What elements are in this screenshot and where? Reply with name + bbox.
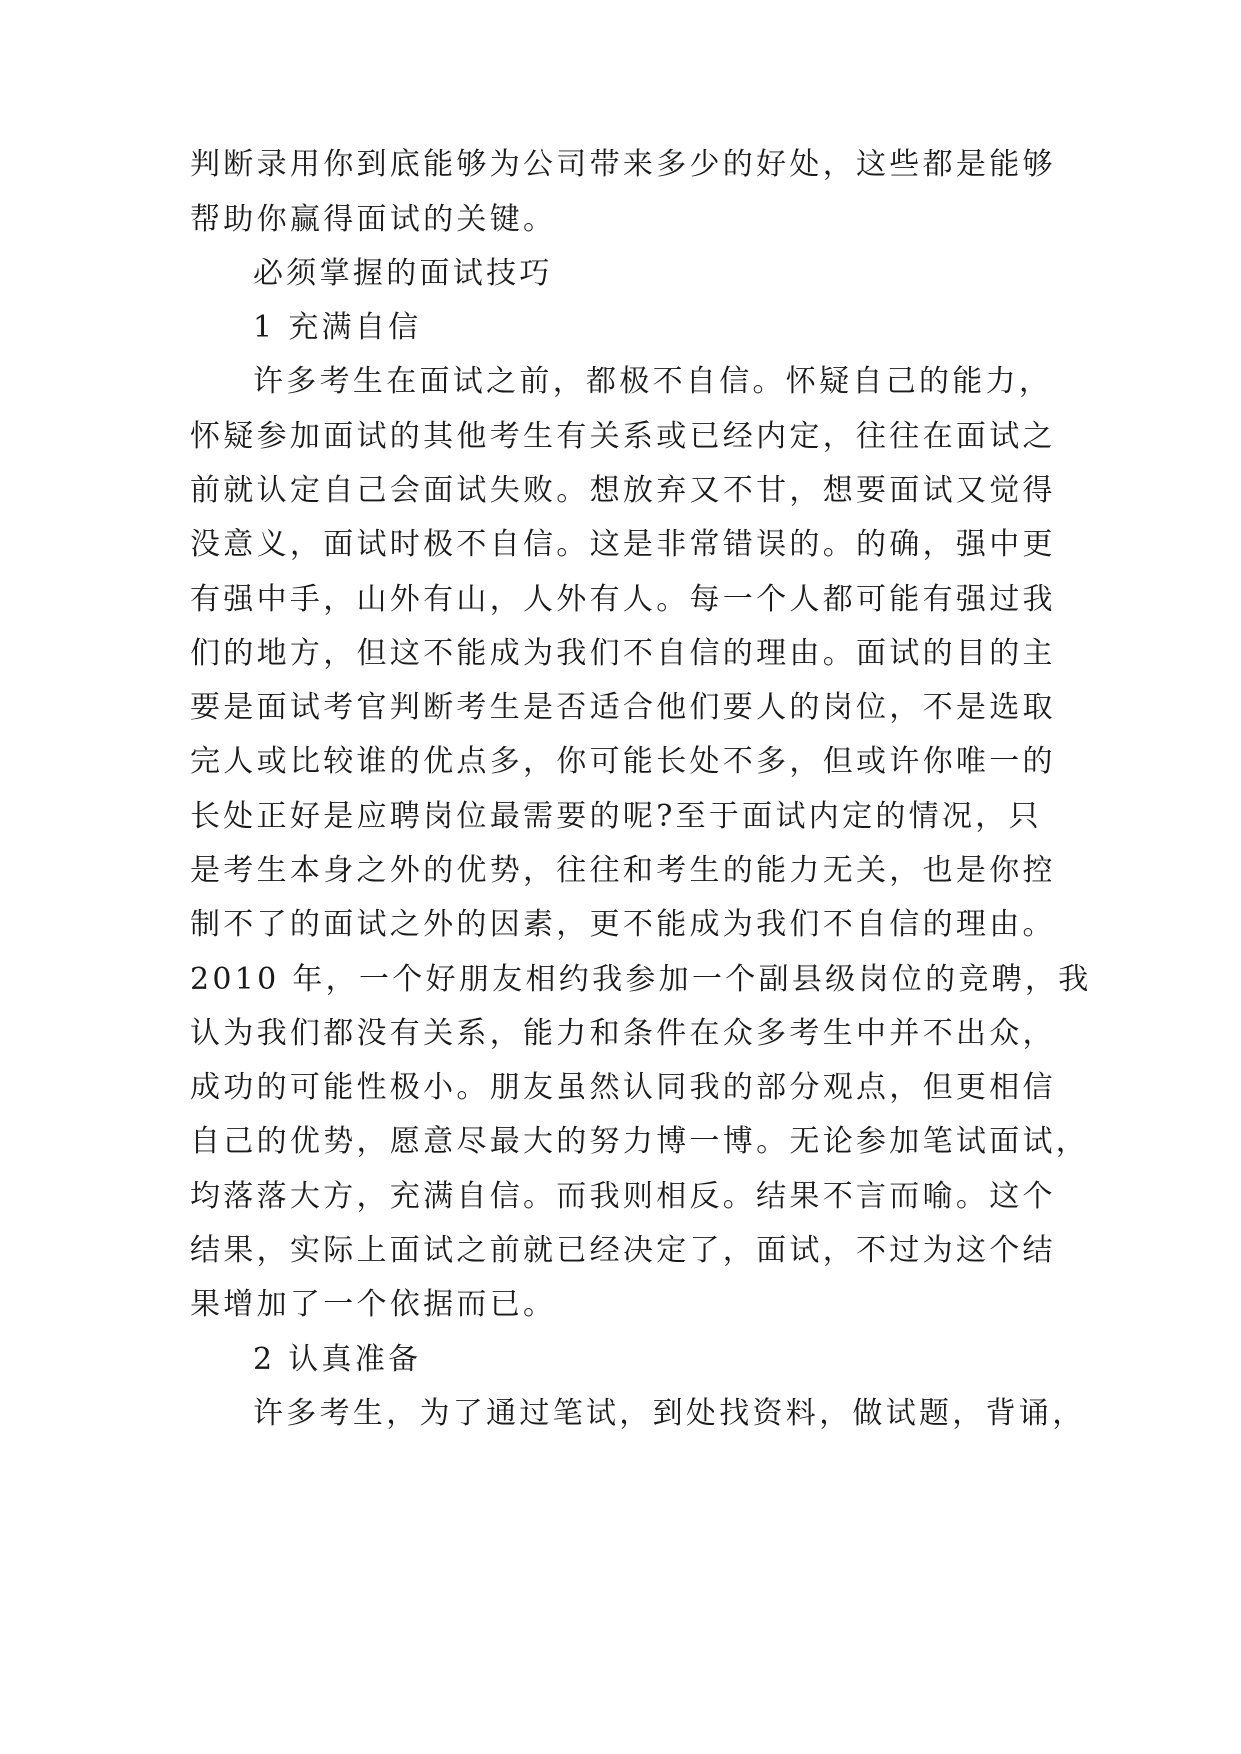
body-text-line: 前就认定自己会面试失败。想放弃又不甘，想要面试又觉得 [190,473,1056,508]
body-text-line: 制不了的面试之外的因素，更不能成为我们不自信的理由。 [190,907,1056,942]
subsection-heading: 2 认真准备 [253,1342,422,1377]
body-text-line: 完人或比较谁的优点多，你可能长处不多，但或许你唯一的 [190,744,1056,779]
body-text-line: 许多考生，为了通过笔试，到处找资料，做试题，背诵， [253,1396,1086,1431]
body-text-line: 要是面试考官判断考生是否适合他们要人的岗位，不是选取 [190,690,1056,725]
subsection-heading: 1 充满自信 [253,310,422,345]
body-text-line: 是考生本身之外的优势，往往和考生的能力无关，也是你控 [190,853,1056,888]
body-text-line: 们的地方，但这不能成为我们不自信的理由。面试的目的主 [190,636,1056,671]
body-text-line: 帮助你赢得面试的关键。 [190,202,557,237]
body-text-line: 2010 年，一个好朋友相约我参加一个副县级岗位的竞聘，我 [190,962,1092,997]
body-text-line: 成功的可能性极小。朋友虽然认同我的部分观点，但更相信 [190,1070,1056,1105]
body-text-line: 自己的优势，愿意尽最大的努力博一博。无论参加笔试面试， [190,1124,1090,1159]
body-text-line: 长处正好是应聘岗位最需要的呢?至于面试内定的情况，只 [190,799,1042,834]
body-text-line: 结果，实际上面试之前就已经决定了，面试，不过为这个结 [190,1233,1056,1268]
section-heading: 必须掌握的面试技巧 [253,256,553,291]
body-text-line: 判断录用你到底能够为公司带来多少的好处，这些都是能够 [190,147,1056,182]
body-text-line: 怀疑参加面试的其他考生有关系或已经内定，往往在面试之 [190,419,1056,454]
body-text-line: 认为我们都没有关系，能力和条件在众多考生中并不出众， [190,1016,1056,1051]
body-text-line: 许多考生在面试之前，都极不自信。怀疑自己的能力， [253,364,1053,399]
body-text-line: 有强中手，山外有山，人外有人。每一个人都可能有强过我 [190,582,1056,617]
body-text-line: 均落落大方，充满自信。而我则相反。结果不言而喻。这个 [190,1179,1056,1214]
body-text-line: 果增加了一个依据而已。 [190,1287,557,1322]
body-text-line: 没意义，面试时极不自信。这是非常错误的。的确，强中更 [190,527,1056,562]
